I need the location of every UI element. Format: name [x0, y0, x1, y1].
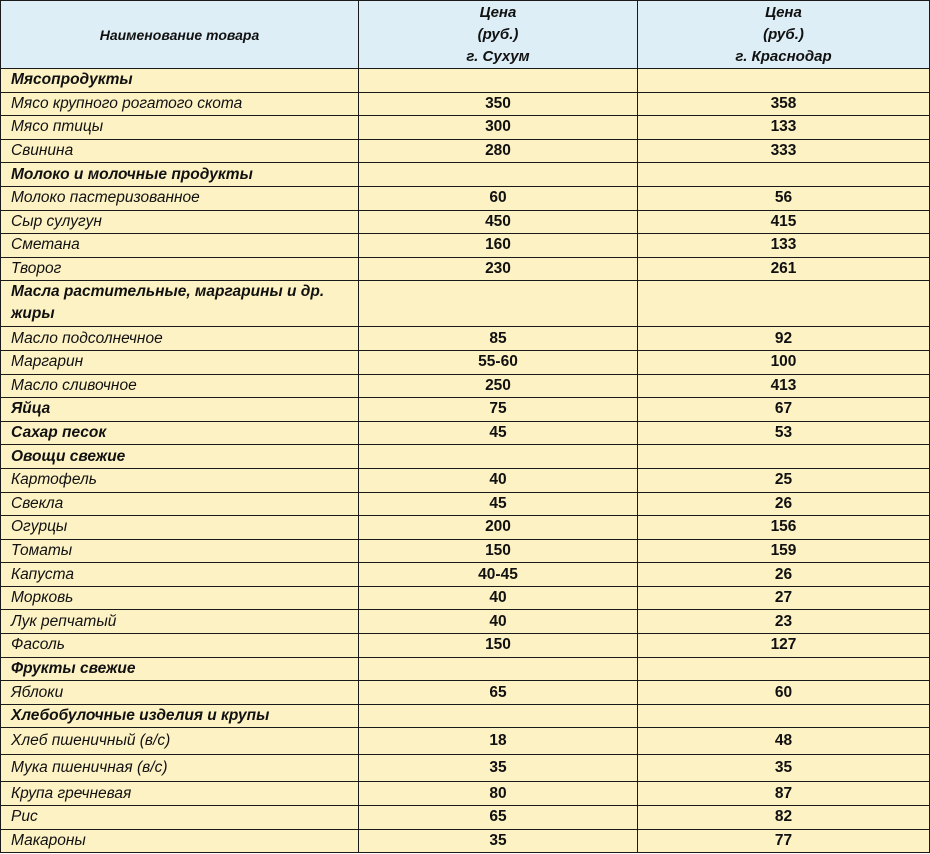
price-krasnodar: 92: [638, 327, 930, 351]
price-krasnodar: 77: [638, 829, 930, 853]
product-name: Картофель: [1, 468, 359, 492]
product-name: Морковь: [1, 586, 359, 610]
category-row: [1, 163, 930, 187]
price-krasnodar: 87: [638, 782, 930, 806]
price-krasnodar: 127: [638, 634, 930, 658]
product-name: Хлеб пшеничный (в/с): [1, 728, 359, 755]
header-price-sukhum: [359, 1, 638, 69]
product-name: Мясо птицы: [1, 116, 359, 140]
price-krasnodar: 415: [638, 210, 930, 234]
table-row: [1, 755, 930, 782]
table-body: [1, 69, 930, 853]
price-sukhum: 18: [359, 728, 638, 755]
price-krasnodar: 133: [638, 234, 930, 258]
product-name: Томаты: [1, 539, 359, 563]
table-row: [1, 374, 930, 398]
table-row: [1, 634, 930, 658]
header-row: [1, 1, 930, 69]
product-name: Маргарин: [1, 350, 359, 374]
category-name: Яйца: [1, 398, 359, 422]
category-name: Овощи свежие: [1, 445, 359, 469]
table-row: [1, 468, 930, 492]
price-sukhum: 55-60: [359, 350, 638, 374]
product-name: Рис: [1, 806, 359, 830]
header-price-krasnodar: [638, 1, 930, 69]
price-sukhum: 250: [359, 374, 638, 398]
product-name: Капуста: [1, 563, 359, 587]
price-krasnodar: 35: [638, 755, 930, 782]
category-row: [1, 398, 930, 422]
price-sukhum: 45: [359, 492, 638, 516]
table-row: [1, 563, 930, 587]
price-sukhum: 40: [359, 586, 638, 610]
table-row: [1, 116, 930, 140]
product-name: Яблоки: [1, 681, 359, 705]
price-sukhum: [359, 704, 638, 728]
price-krasnodar: [638, 69, 930, 93]
price-sukhum: 40-45: [359, 563, 638, 587]
price-krasnodar: 82: [638, 806, 930, 830]
category-name: Хлебобулочные изделия и крупы: [1, 704, 359, 728]
category-row: [1, 657, 930, 681]
price-sukhum: 160: [359, 234, 638, 258]
table-row: [1, 210, 930, 234]
price-krasnodar: 25: [638, 468, 930, 492]
price-krasnodar: [638, 445, 930, 469]
price-krasnodar: 56: [638, 186, 930, 210]
price-sukhum: [359, 657, 638, 681]
price-sukhum: 200: [359, 516, 638, 540]
price-krasnodar: 23: [638, 610, 930, 634]
price-sukhum: 60: [359, 186, 638, 210]
product-name: Крупа гречневая: [1, 782, 359, 806]
price-krasnodar: 261: [638, 257, 930, 281]
category-name: Сахар песок: [1, 421, 359, 445]
price-krasnodar: 413: [638, 374, 930, 398]
header-currency: (руб.): [763, 25, 804, 43]
price-sukhum: 35: [359, 755, 638, 782]
price-sukhum: [359, 69, 638, 93]
header-currency: (руб.): [477, 25, 519, 43]
price-sukhum: 280: [359, 139, 638, 163]
category-name: Фрукты свежие: [1, 657, 359, 681]
table-row: [1, 350, 930, 374]
table-row: [1, 186, 930, 210]
table-row: [1, 539, 930, 563]
price-sukhum: 150: [359, 634, 638, 658]
table-row: [1, 806, 930, 830]
category-name: Мясопродукты: [1, 69, 359, 93]
category-row: [1, 704, 930, 728]
price-krasnodar: 27: [638, 586, 930, 610]
product-name: Сметана: [1, 234, 359, 258]
price-sukhum: [359, 163, 638, 187]
table-row: [1, 586, 930, 610]
price-krasnodar: [638, 281, 930, 327]
price-sukhum: 80: [359, 782, 638, 806]
price-krasnodar: 53: [638, 421, 930, 445]
header-city: г. Краснодар: [735, 47, 832, 65]
price-krasnodar: [638, 163, 930, 187]
category-row: [1, 69, 930, 93]
price-sukhum: 300: [359, 116, 638, 140]
price-krasnodar: 100: [638, 350, 930, 374]
price-sukhum: [359, 445, 638, 469]
table-row: [1, 829, 930, 853]
table-row: [1, 139, 930, 163]
header-price-label: Цена: [765, 3, 802, 21]
table-row: [1, 728, 930, 755]
product-name: Масло сливочное: [1, 374, 359, 398]
product-name: Огурцы: [1, 516, 359, 540]
price-sukhum: 85: [359, 327, 638, 351]
price-sukhum: 40: [359, 468, 638, 492]
price-krasnodar: 358: [638, 92, 930, 116]
price-sukhum: 450: [359, 210, 638, 234]
table-row: [1, 681, 930, 705]
product-name: Фасоль: [1, 634, 359, 658]
price-sukhum: 230: [359, 257, 638, 281]
table-row: [1, 516, 930, 540]
product-name: Творог: [1, 257, 359, 281]
price-krasnodar: 26: [638, 492, 930, 516]
header-product-name: Наименование товара: [1, 1, 359, 69]
header-city: г. Сухум: [466, 47, 530, 65]
price-sukhum: 40: [359, 610, 638, 634]
category-row: [1, 421, 930, 445]
price-sukhum: 150: [359, 539, 638, 563]
category-name: Масла растительные, маргарины и др. жиры: [1, 281, 359, 327]
price-sukhum: 75: [359, 398, 638, 422]
product-name: Свинина: [1, 139, 359, 163]
product-name: Масло подсолнечное: [1, 327, 359, 351]
product-name: Сыр сулугун: [1, 210, 359, 234]
price-krasnodar: 67: [638, 398, 930, 422]
table-row: [1, 782, 930, 806]
product-name: Мука пшеничная (в/с): [1, 755, 359, 782]
price-krasnodar: 60: [638, 681, 930, 705]
price-krasnodar: 159: [638, 539, 930, 563]
price-sukhum: 35: [359, 829, 638, 853]
table-row: [1, 257, 930, 281]
category-row: [1, 445, 930, 469]
price-sukhum: 65: [359, 681, 638, 705]
price-krasnodar: 26: [638, 563, 930, 587]
header-price-label: Цена: [479, 3, 517, 21]
price-krasnodar: [638, 704, 930, 728]
product-name: Мясо крупного рогатого скота: [1, 92, 359, 116]
table-row: [1, 492, 930, 516]
category-row: [1, 281, 930, 327]
table-row: [1, 234, 930, 258]
table-row: [1, 92, 930, 116]
price-krasnodar: [638, 657, 930, 681]
price-sukhum: 350: [359, 92, 638, 116]
price-sukhum: 65: [359, 806, 638, 830]
price-krasnodar: 48: [638, 728, 930, 755]
product-name: Макароны: [1, 829, 359, 853]
price-sukhum: 45: [359, 421, 638, 445]
price-krasnodar: 156: [638, 516, 930, 540]
table-row: [1, 610, 930, 634]
category-name: Молоко и молочные продукты: [1, 163, 359, 187]
price-sukhum: [359, 281, 638, 327]
price-krasnodar: 133: [638, 116, 930, 140]
price-krasnodar: 333: [638, 139, 930, 163]
table-row: [1, 327, 930, 351]
product-name: Свекла: [1, 492, 359, 516]
product-name: Молоко пастеризованное: [1, 186, 359, 210]
product-name: Лук репчатый: [1, 610, 359, 634]
